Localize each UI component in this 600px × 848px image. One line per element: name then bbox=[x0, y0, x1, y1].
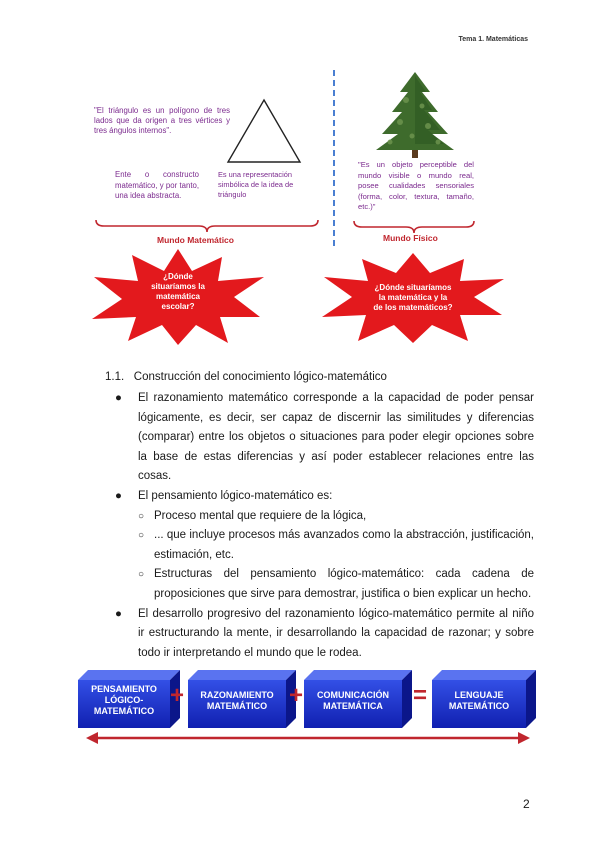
list-item-text: El razonamiento matemático corresponde a la capacidad de poder pensar lógicamente, es decir, ser capaz de discernir las similitudes y diferencias (comparar) entre los objetos o situaciones para poder elegir opciones sobre la base de estas diferencias y así poder establecer relaciones entre las cosas. bbox=[138, 392, 534, 483]
pine-tree-image bbox=[370, 70, 460, 160]
list-item bbox=[115, 487, 534, 507]
bullet-dot: ● bbox=[115, 392, 122, 404]
double-arrow bbox=[84, 728, 532, 748]
box-comunicacion-label: COMUNICACIÓN MATEMÁTICA bbox=[317, 690, 389, 711]
bullet-dot: ● bbox=[115, 489, 122, 502]
mundo-matematico-label: Mundo Matemático bbox=[157, 235, 234, 245]
physical-object-quote: "Es un objeto perceptible del mundo visible o mundo real, posee cualidades sensoriales (forma, color, textura, tamaño, etc.)" bbox=[358, 160, 474, 211]
section-heading bbox=[105, 371, 387, 383]
content-list bbox=[115, 389, 534, 663]
sub-bullet-circle: ○ bbox=[138, 530, 145, 542]
bullet-dot: ● bbox=[115, 607, 122, 620]
world-divider bbox=[333, 70, 335, 246]
plus-operator-1: + bbox=[170, 682, 185, 709]
mundo-fisico-label: Mundo Físico bbox=[383, 233, 438, 243]
list-item bbox=[115, 605, 534, 664]
sub-item-text: ... que incluye procesos más avanzados como la abstracción, justificación, estimación, etc. bbox=[154, 529, 534, 561]
list-item-text: El desarrollo progresivo del razonamiento lógico-matemático permite al niño ir estructurando la mente, ir desarrollando la capacidad de razonar; y sobre todo ir interpretando el mundo que le rodea. bbox=[138, 607, 534, 659]
question-right-text: ¿Dónde situaríamos la matemática y la de los matemáticos? bbox=[373, 283, 453, 312]
sub-list-item bbox=[138, 565, 534, 604]
box-razonamiento-label: RAZONAMIENTO MATEMÁTICO bbox=[200, 690, 274, 711]
page-number: 2 bbox=[523, 797, 530, 811]
construct-text: Ente o constructo matemático, y por tanto, una idea abstracta. bbox=[115, 170, 199, 200]
sub-list-item bbox=[138, 526, 534, 565]
section-number: 1.1. bbox=[105, 371, 125, 383]
sub-bullet-circle: ○ bbox=[138, 569, 145, 581]
sub-item-text: Estructuras del pensamiento lógico-matemático: cada cadena de proposiciones que sirve para demostrar, justifica o bien explicar un hecho. bbox=[154, 568, 534, 600]
list-item-text: El pensamiento lógico-matemático es: bbox=[138, 489, 333, 502]
list-item bbox=[115, 389, 534, 487]
equals-operator: = bbox=[413, 682, 428, 709]
representation-text: Es una representación simbólica de la idea de triángulo bbox=[218, 170, 294, 199]
triangle-figure bbox=[224, 96, 304, 166]
box-lenguaje-label: LENGUAJE MATEMÁTICO bbox=[448, 690, 510, 711]
sub-bullet-circle: ○ bbox=[138, 510, 145, 522]
sub-list-item bbox=[138, 507, 534, 527]
box-pensamiento-label: PENSAMIENTO LÓGICO- MATEMÁTICO bbox=[91, 684, 157, 716]
section-title: Construcción del conocimiento lógico-matemático bbox=[133, 371, 387, 383]
page-header: Tema 1. Matemáticas bbox=[458, 36, 528, 43]
sub-item-text: Proceso mental que requiere de la lógica, bbox=[154, 509, 367, 522]
question-left-text: ¿Dónde situaríamos la matemática escolar? bbox=[151, 272, 205, 311]
plus-operator-2: + bbox=[289, 682, 304, 709]
triangle-definition-quote: "El triángulo es un polígono de tres lados que da origen a tres vértices y tres ángulos internos". bbox=[94, 106, 230, 135]
math-world-brace bbox=[94, 218, 320, 234]
